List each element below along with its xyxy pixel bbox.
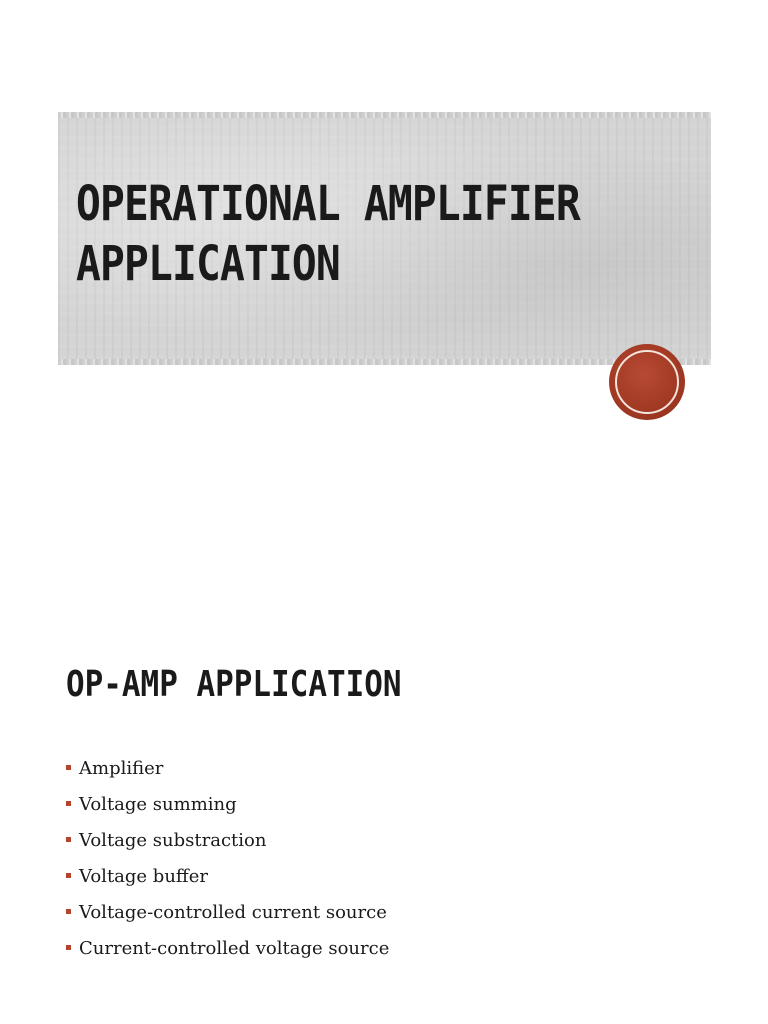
bullet-list: [66, 756, 389, 972]
bullet-text: Voltage-controlled current source: [79, 902, 387, 923]
slide-title: [76, 174, 580, 294]
bullet-square-icon: [66, 801, 71, 806]
red-circle-badge: [609, 344, 685, 420]
bullet-text: Voltage substraction: [79, 830, 267, 851]
bullet-text: Current-controlled voltage source: [79, 938, 390, 959]
bullet-square-icon: [66, 873, 71, 878]
slide-title-line-2: APPLICATION: [76, 236, 340, 292]
bullet-square-icon: [66, 837, 71, 842]
bullet-item-ccvs: [66, 936, 389, 972]
section-title: OP-AMP APPLICATION: [66, 664, 402, 705]
bullet-square-icon: [66, 765, 71, 770]
bullet-text: Voltage buffer: [79, 866, 208, 887]
bullet-item-vccs: [66, 900, 389, 936]
slide-title-line-1: OPERATIONAL AMPLIFIER: [76, 176, 580, 232]
bullet-item-voltage-buffer: [66, 864, 389, 900]
bullet-item-voltage-summing: [66, 792, 389, 828]
title-band: [58, 112, 711, 365]
bullet-item-voltage-substraction: [66, 828, 389, 864]
bullet-square-icon: [66, 909, 71, 914]
badge-ring: [615, 350, 679, 414]
bullet-item-amplifier: [66, 756, 389, 792]
bullet-text: Voltage summing: [79, 794, 237, 815]
bullet-text: Amplifier: [79, 758, 164, 779]
bullet-square-icon: [66, 945, 71, 950]
